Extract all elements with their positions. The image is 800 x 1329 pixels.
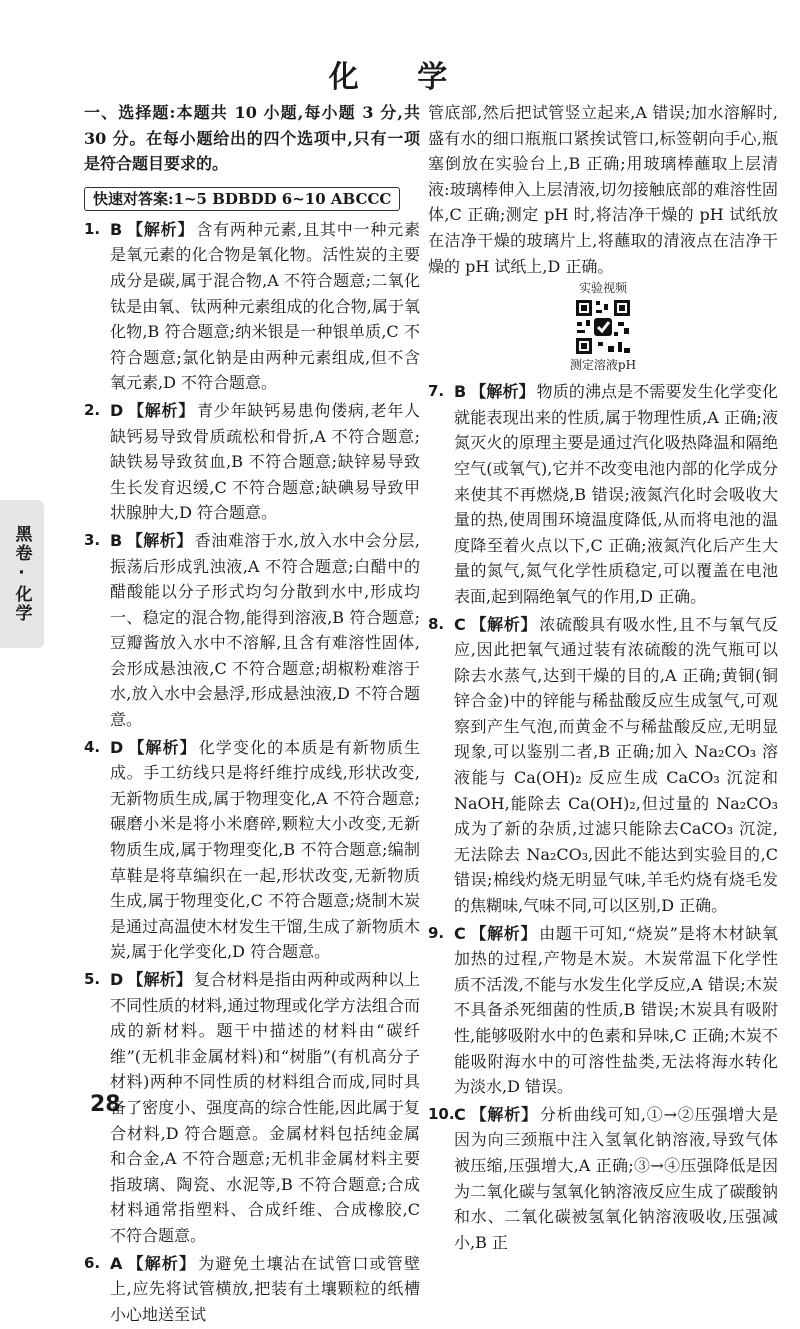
question-number: 9. (428, 923, 445, 942)
analysis-text: 化学变化的本质是有新物质生成。手工纺线只是将纤维拧成线,形状改变,无新物质生成,属于物理变化,A 不符合题意;碾磨小米是将小米磨碎,颗粒大小改变,无新物质生成,属于物理变化,B 不符合题意;编制草鞋是将草编织在一起,形状改变,无新物质生成,属于物理变化,C 不符合题意;烧制木炭是通过高温使木材发生干馏,生成了新物质木炭,属于化学变化,D 符合题意。 (110, 737, 420, 962)
question-9 (428, 921, 778, 1100)
answer-letter: D (110, 737, 124, 757)
question-6-continued: 管底部,然后把试管竖立起来,A 错误;加水溶解时,盛有水的细口瓶瓶口紧挨试管口,标签朝向手心,瓶塞倒放在实验台上,B 正确;用玻璃棒蘸取上层清液:玻璃棒伸入上层清液,切勿接触底部的难溶性固体,C 正确;测定 pH 时,将洁净干燥的 pH 试纸放在洁净干燥的玻璃片上,将蘸取的清液点在洁净干燥的 pH 试纸上,D 正确。 (428, 103, 778, 276)
analysis-text: 由题干可知,“烧炭”是将木材缺氧加热的过程,产物是木炭。木炭常温下化学性质不活泼,不能与水发生化学反应,A 错误;木炭不具备杀死细菌的性质,B 错误;木炭具有吸附性,能够吸附水中的色素和异味,C 正确;木炭不能吸附海水中的可溶性盐类,无法将海水转化为淡水,D 错误。 (454, 923, 778, 1097)
answer-letter: D (110, 400, 124, 420)
question-number: 1. (84, 219, 101, 238)
answer-letter: C (454, 1104, 466, 1124)
page-number: 28 (90, 1092, 121, 1117)
analysis-text: 青少年缺钙易患佝偻病,老年人缺钙易导致骨质疏松和骨折,A 不符合题意;缺铁易导致贫血,B 不符合题意;缺锌易导致生长发育迟缓,C 不符合题意;缺碘易导致甲状腺肿大,D 符合题意。 (110, 400, 420, 523)
qr-top-caption: 实验视频 (578, 281, 627, 296)
question-number: 6. (84, 1253, 101, 1272)
right-column (428, 100, 778, 1257)
question-5 (84, 967, 420, 1249)
question-number: 7. (428, 382, 445, 401)
question-number: 2. (84, 400, 101, 419)
question-number: 10. (428, 1104, 455, 1123)
analysis-tag: 【解析】 (127, 970, 193, 989)
answer-letter: C (454, 923, 466, 943)
section-intro: 一、选择题:本题共 10 小题,每小题 3 分,共 30 分。在每小题给出的四个选项中,只有一项是符合题目要求的。 (84, 103, 420, 174)
answer-letter: C (454, 614, 466, 634)
question-4 (84, 735, 420, 965)
analysis-text: 复合材料是指由两种或两种以上不同性质的材料,通过物理或化学方法组合而成的新材料。题干中描述的材料由“碳纤维”(无机非金属材料)和“树脂”(有机高分子材料)两种不同性质的材料组合而成,同时具备了密度小、强度高的综合性能,因此属于复合材料,D 符合题意。金属材料包括纯金属和合金,A 不符合题意;无机非金属材料主要指玻璃、陶瓷、水泥等,B 不符合题意;合成材料通常指塑料、合成纤维、合成橡胶,C 不符合题意。 (110, 970, 420, 1245)
answer-letter: B (454, 382, 467, 402)
analysis-text: 含有两种元素,且其中一种元素是氧元素的化合物是氧化物。活性炭的主要成分是碳,属于混合物,A 不符合题意;二氧化钛是由氧、钛两种元素组成的化合物,属于氧化物,B 符合题意;纳米银是一种银单质,C 不符合题意;氯化钠是由两种元素组成,但不含氧元素,D 不符合题意。 (110, 219, 420, 393)
analysis-text: 分析曲线可知,①→②压强增大是因为向三颈瓶中注入氢氧化钠溶液,导致气体被压缩,压强增大,A 正确;③→④压强降低是因为二氧化碳与氢氧化钠溶液反应生成了碳酸钠和水、二氧化碳被氢氧化钠溶液吸收,压强减小,B 正 (454, 1104, 778, 1252)
page-title: 化 学 (328, 60, 472, 95)
answer-letter: B (110, 530, 123, 550)
answer-letter: D (110, 970, 124, 989)
qr-code-icon[interactable] (574, 298, 632, 356)
analysis-text: 为避免土壤沾在试管口或管壁上,应先将试管横放,把装有土壤颗粒的纸槽小心地送至试 (110, 1253, 420, 1324)
question-10 (428, 1102, 778, 1256)
qr-bottom-caption: 测定溶液pH (569, 358, 637, 373)
analysis-tag: 【解析】 (127, 737, 197, 757)
question-8 (428, 612, 778, 919)
question-number: 8. (428, 614, 445, 633)
side-tab-label: 黑卷·化学 (0, 500, 44, 648)
analysis-tag: 【解析】 (469, 1104, 538, 1124)
answer-letter: B (110, 219, 123, 239)
question-number: 4. (84, 737, 101, 756)
analysis-text: 浓硫酸具有吸水性,且不与氧气反应,因此把氧气通过装有浓硫酸的洗气瓶可以除去水蒸气,达到干燥的目的,A 正确;黄铜(铜锌合金)中的锌能与稀盐酸反应生成氢气,可观察到产生气泡,而黄金不与稀盐酸反应,无明显现象,可以鉴别二者,B 正确;加入 Na₂CO₃ 溶液能与 Ca(OH)₂ 反应生成 CaCO₃ 沉淀和 NaOH,能除去 Ca(OH)₂,但过量的 Na₂CO₃ 成为了新的杂质,过滤只能除去CaCO₃ 沉淀,无法除去 Na₂CO₃,因此不能达到实验目的,C 错误;棉线灼烧无明显气味,羊毛灼烧有烧毛发的焦糊味,气味不同,可以区别,D 正确。 (454, 614, 778, 916)
left-column (84, 100, 420, 1329)
qr-video-block (428, 281, 778, 373)
question-1 (84, 217, 420, 396)
quick-answer-box: 快速对答案:1~5 BDBDD 6~10 ABCCC (84, 187, 400, 211)
analysis-tag: 【解析】 (470, 382, 535, 402)
question-2 (84, 398, 420, 526)
analysis-tag: 【解析】 (126, 219, 195, 239)
question-6 (84, 1251, 420, 1328)
analysis-text: 物质的沸点是不需要发生化学变化就能表现出来的性质,属于物理性质,A 正确;液氮灭火的原理主要是通过汽化吸热降温和隔绝空气(或氧气),它并不改变电池内部的化学成分来使其不再燃烧,B 错误;液氮汽化时会吸收大量的热,使周围环境温度降低,从而将电池的温度降至着火点以下,C 正确;液氮汽化后产生大量的氮气,氮气化学性质稳定,可以覆盖在电池表面,起到隔绝氧气的作用,D 正确。 (454, 382, 778, 606)
question-number: 3. (84, 530, 101, 549)
analysis-tag: 【解析】 (469, 923, 538, 943)
question-3 (84, 528, 420, 733)
analysis-tag: 【解析】 (126, 530, 193, 550)
question-number: 5. (84, 970, 101, 988)
analysis-tag: 【解析】 (469, 614, 538, 634)
answer-letter: A (110, 1253, 123, 1273)
question-7 (428, 379, 778, 609)
analysis-tag: 【解析】 (127, 400, 196, 420)
analysis-tag: 【解析】 (126, 1253, 197, 1273)
analysis-text: 香油难溶于水,放入水中会分层,振荡后形成乳浊液,A 不符合题意;白醋中的醋酸能以分子形式均匀分散到水中,形成均一、稳定的混合物,能得到溶液,B 符合题意;豆瓣酱放入水中不溶解,且含有难溶性固体,会形成悬浊液,C 不符合题意;胡椒粉难溶于水,放入水中会悬浮,形成悬浊液,D 不符合题意。 (110, 530, 420, 730)
